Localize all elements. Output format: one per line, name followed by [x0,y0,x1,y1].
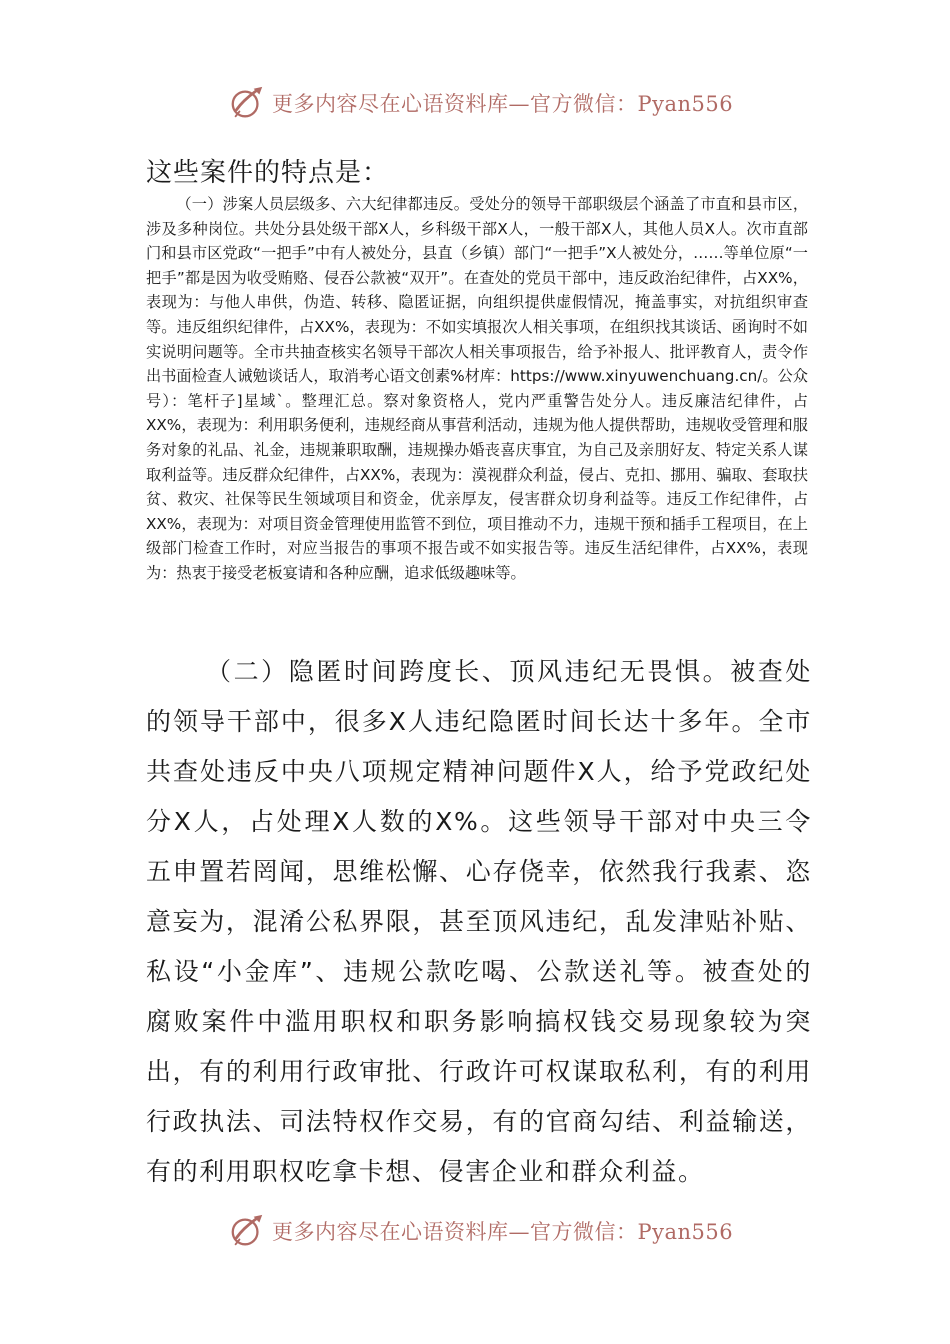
section-two-body: 被查处的领导干部中，很多X人违纪隐匿时间长达十多年。全市共查处违反中央八项规定精神问题件X人，给予党政纪处分X人，占处理X人数的X%。这些领导干部对中央三令五申置若罔闻，思维松懈、心存侥幸，依然我行我素、恣意妄为，混淆公私界限，甚至顶风违纪，乱发津贴补贴、私设“小金库”、违规公款吃喝、公款送礼等。被查处的腐败案件中滥用职权和职务影响搞权钱交易现象较为突出，有的利用行政审批、行政许可权谋取私利，有的利用行政执法、司法特权作交易，有的官商勾结、利益输送，有的利用职权吃拿卡想、侵害企业和群众利益。 [146,657,812,1186]
section-heading: 这些案件的特点是： [146,158,390,188]
section-two-lead: （二）隐匿时间跨度长、顶风违纪无畏惧。 [206,657,731,686]
banner-text: 更多内容尽在心语资料库—官方微信：Pyan556 [272,1220,734,1244]
footer-watermark-banner [228,1208,733,1254]
banner-text: 更多内容尽在心语资料库—官方微信：Pyan556 [272,92,734,116]
header-watermark-banner [228,80,733,126]
pen-logo-icon [228,84,266,122]
pen-logo-icon [228,1212,266,1250]
section-two-paragraph [146,647,812,1197]
section-one-paragraph: （一）涉案人员层级多、六大纪律都违反。受处分的领导干部职级层个涵盖了市直和县市区，涉及多种岗位。共处分县处级干部X人，乡科级干部X人，一般干部X人，其他人员X人。次市直部门和县市区党政“一把手”中有人被处分，县直（乡镇）部门“一把手”X人被处分，……等单位原“一把手”都是因为收受贿赂、侵吞公款被“双开”。在查处的党员干部中，违反政治纪律件，占XX%，表现为：与他人串供，伪造、转移、隐匿证据，向组织提供虚假情况，掩盖事实，对抗组织审查等。违反组织纪律件，占XX%，表现为：不如实填报次人相关事项，在组织找其谈话、函询时不如实说明问题等。全市共抽查核实名领导干部次人相关事项报告，给予补报人、批评教育人，责令作出书面检查人诫勉谈话人，取消考心语文创素%材库：https://www.xinyuwenchuang.cn/。公众号）：笔杆子]星域`。整理汇总。察对象资格人，党内严重警告处分人。违反廉洁纪律件，占XX%，表现为：利用职务便利，违规经商从事营利活动，违规为他人提供帮助，违规收受管理和服务对象的礼品、礼金，违规兼职取酬，违规操办婚丧喜庆事宜，为自己及亲朋好友、特定关系人谋取利益等。违反群众纪律件，占XX%，表现为：漠视群众利益，侵占、克扣、挪用、骗取、套取扶贫、救灾、社保等民生领域项目和资金，优亲厚友，侵害群众切身利益等。违反工作纪律件，占XX%，表现为：对项目资金管理使用监管不到位，项目推动不力，违规干预和插手工程项目，在上级部门检查工作时，对应当报告的事项不报告或不如实报告等。违反生活纪律件，占XX%，表现为：热衷于接受老板宴请和各种应酬，追求低级趣味等。 [146,195,808,582]
